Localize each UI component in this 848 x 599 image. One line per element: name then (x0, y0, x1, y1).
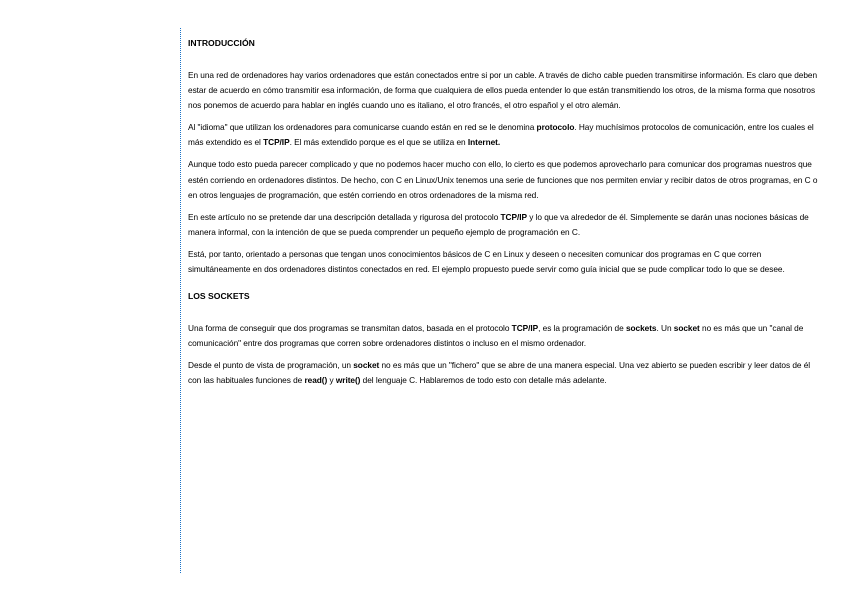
text-segment: En este artículo no se pretende dar una descripción detallada y rigurosa del protocolo (188, 211, 501, 222)
bold-term: TCP/IP (263, 137, 290, 148)
text-segment: Al "idioma" que utilizan los ordenadores para comunicarse cuando están en red se le denomina (188, 122, 537, 133)
paragraph (188, 321, 818, 351)
article-body (180, 28, 818, 573)
text-segment: del lenguaje C. Hablaremos de todo esto con detalle más adelante. (360, 375, 607, 386)
text-segment: Desde el punto de vista de programación, un (188, 360, 354, 371)
bold-term: sockets (625, 323, 657, 334)
bold-term: TCP/IP (500, 211, 527, 222)
text-segment: no es más que un "fichero" que se abre de una manera especial. Una vez abierto se pueden escribir y leer datos de él con las habituales funciones de (188, 360, 811, 386)
text-segment: no es más que un "canal de comunicación" entre dos programas que corren sobre ordenadores distintos o incluso en el mismo ordenador. (188, 323, 804, 349)
section-heading-introduccion: INTRODUCCIÓN (188, 38, 255, 48)
paragraph (188, 358, 818, 388)
bold-term: socket (673, 323, 700, 334)
paragraph (188, 120, 818, 150)
text-segment: y lo que va alrededor de él. Simplemente se darán unas nociones básicas de manera informal, con la intención de que se pueda comprender un pequeño ejemplo de programación en C. (188, 211, 809, 237)
paragraph (188, 210, 818, 240)
paragraph (188, 157, 818, 202)
text-segment: Aunque todo esto pueda parecer complicado y que no podemos hacer mucho con ello, lo cierto es que podemos aprovecharlo para comunicar dos programas nuestros que estén corriendo en ordenadores distintos. De hecho, con C en Linux/Unix tenemos una serie de funciones que nos permiten enviar y recibir datos de otros programas, en C o en otros lenguajes de programación, que estén corriendo en otros ordenadores de la misma red. (188, 159, 818, 200)
text-segment: , es la programación de (538, 323, 626, 334)
text-segment: En una red de ordenadores hay varios ordenadores que están conectados entre si por un cable. A través de dicho cable pueden transmitirse información. Es claro que deben estar de acuerdo en cómo transmitir esa información, de forma que cualquiera de ellos pueda entender lo que están transmitiendo los otros, de la misma forma que nosotros nos ponemos de acuerdo para hablar en inglés cuando uno es italiano, el otro francés, el otro español y el otro alemán. (188, 70, 818, 111)
paragraph (188, 68, 818, 113)
text-segment: . Hay muchísimos protocolos de comunicación, entre los cuales el más extendido es el (188, 122, 814, 148)
paragraph (188, 247, 818, 277)
bold-term: write() (335, 375, 361, 386)
section-heading-los-sockets: LOS SOCKETS (188, 291, 250, 302)
bold-term: socket (353, 360, 380, 371)
text-segment: y (327, 375, 336, 386)
bold-term: read() (304, 375, 328, 386)
bold-term: Internet. (467, 137, 501, 148)
bold-term: TCP/IP (511, 323, 539, 334)
text-segment: Una forma de conseguir que dos programas se transmitan datos, basada en el protocolo (188, 323, 512, 334)
bold-term: protocolo (536, 122, 575, 133)
text-segment: Está, por tanto, orientado a personas que tengan unos conocimientos básicos de C en Linux y deseen o necesiten comunicar dos programas en C que corren simultáneamente en dos ordenadores distintos conectados en red. El ejemplo propuesto puede servir como guía inicial que se pude complicar todo lo que se desee. (188, 248, 785, 275)
text-segment: . El más extendido porque es el que se utiliza en (289, 137, 468, 148)
text-segment: . Un (656, 323, 674, 334)
